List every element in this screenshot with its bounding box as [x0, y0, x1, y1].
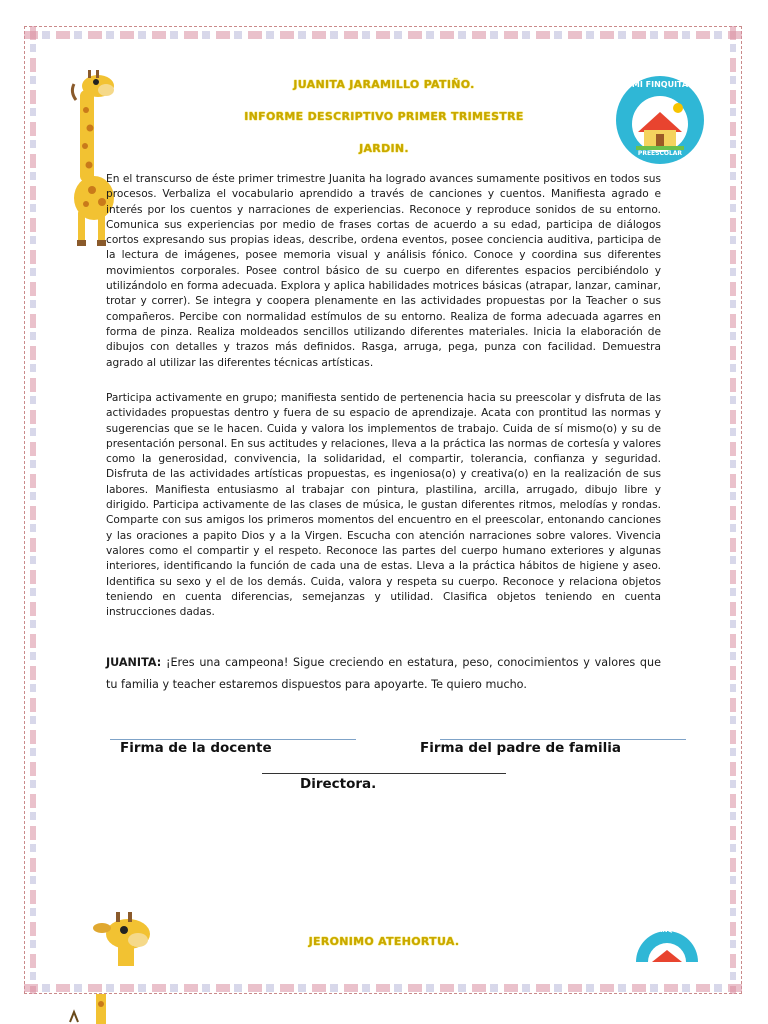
director-signature-label: Directora. — [300, 776, 377, 792]
logo-bottom-text: PREESCOLAR — [637, 150, 683, 157]
director-signature-line — [262, 773, 506, 774]
next-student-heading: JERONIMO ATEHORTUA. — [308, 935, 460, 948]
right-border-pattern — [730, 26, 736, 994]
report-paragraph-1: En el transcurso de éste primer trimestre Juanita ha logrado avances sumamente positivos en todos sus procesos. Verbaliza el vocabulario aprendido a través de canciones y cuentos. Manifiesta agrado e interés por los cuentos y narraciones de experiencias. Reconoce y reproduce sonidos de su entorno. Comunica sus experiencias por medio de frases cortas de acuerdo a su edad, participa de diálogos cortos expresando sus propias ideas, describe, ordena eventos, posee conciencia auditiva, participa de la lectura de imágenes, posee memoria visual y análisis fónico. Conoce y coordina sus diferentes movimientos corporales. Posee control básico de su cuerpo en diferentes espacios percibiéndolo y utilizándolo en forma adecuada. Explora y aplica habilidades motrices básicas (atrapar, lanzar, caminar, trotar y correr). Se integra y coopera plenamente en las actividades propuestas por la Teacher o sus compañeros. Percibe con normalidad estímulos de su entorno. Realiza de forma adecuada agarres en forma de pinza. Realiza moldeados sencillos utilizando diferentes materiales. Inicia la elaboración de dibujos con detalles y trazos más definidos. Rasga, arruga, pega, punza con facilidad. Demuestra agrado al utilizar las diferentes técnicas artísticas. — [106, 173, 661, 369]
left-border-pattern — [30, 26, 36, 994]
parent-signature-label: Firma del padre de familia — [420, 740, 622, 756]
student-name-heading: JUANITA JARAMILLO PATIÑO. — [293, 78, 475, 91]
report-paragraph-2: Participa activamente en grupo; manifiesta sentido de pertenencia hacia su preescolar y disfruta de las actividades propuestas dentro y fuera de su espacio de aprendizaje. Acata con prontitud las normas y sugerencias que se le hacen. Cuida y valora los implementos de trabajo. Cuida de sí mismo(o) y su de presentación personal. En sus actitudes y relaciones, lleva a la práctica las normas de cortesía y valores como la generosidad, convivencia, la solidaridad, el compartir, tolerancia, confianza y seguridad. Disfruta de las actividades artísticas propuestas, es ingeniosa(o) y creativa(o) en la realización de sus labores. Manifiesta entusiasmo al trabajar con pintura, plastilina, arcilla, arrugado, dibujo libre y dirigido. Participa activamente de las clases de música, le gustan diferentes ritmos, melodías y rondas. Comparte con sus amigos los primeros momentos del encuentro en el preescolar, entonando canciones y las oraciones a papito Dios y a la Virgen. Escucha con atención narraciones sobre valores. Vivencia valores como el compartir y el respeto. Reconoce las partes del cuerpo humano exteriores y algunas interiores, identificando la función de cada una de estas. Lleva a la práctica hábitos de higiene y aseo. Identifica su sexo y el de los demás. Cuida, valora y respeta su cuerpo. Reconoce y relaciona objetos teniendo en cuenta diferencias, semejanzas y utilidad. Clasifica objetos teniendo en cuenta instrucciones dadas. — [106, 392, 661, 619]
closing-name: JUANITA: — [106, 656, 162, 669]
closing-text: ¡Eres una campeona! Sigue creciendo en estatura, peso, conocimientos y valores que tu familia y teacher estaremos dispuestos para apoyarte. Te quiero mucho. — [106, 656, 661, 691]
logo-bottom-top-text: MI FINQUITA — [645, 927, 689, 934]
teacher-signature-label: Firma de la docente — [120, 740, 272, 756]
closing-message — [106, 652, 661, 696]
top-border-pattern — [24, 31, 742, 39]
bottom-border-pattern — [24, 984, 742, 992]
report-title-heading: INFORME DESCRIPTIVO PRIMER TRIMESTRE — [244, 110, 524, 123]
giraffe-illustration-next-page — [68, 994, 118, 1024]
logo-top-text: MI FINQUITA — [631, 80, 689, 89]
level-heading: JARDIN. — [359, 142, 409, 155]
